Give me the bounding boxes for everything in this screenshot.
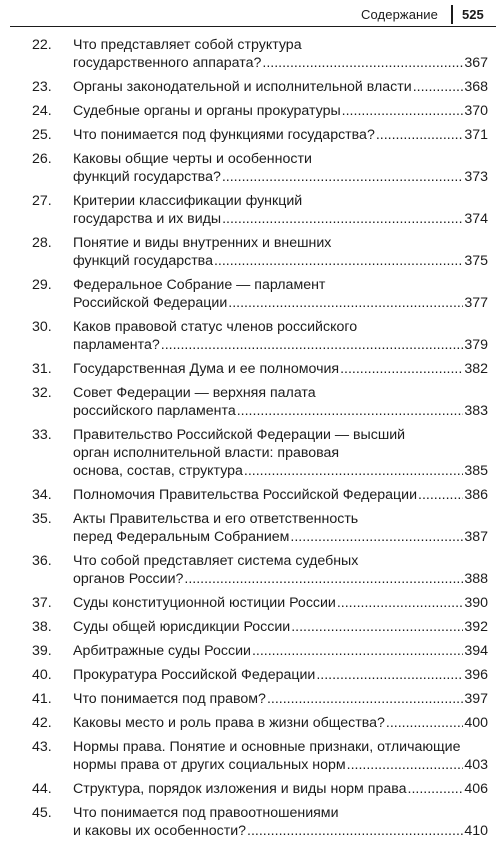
toc-entry-number: 42. (32, 715, 52, 731)
toc-page-number: 392 (464, 619, 488, 635)
toc-entry-number: 37. (32, 595, 52, 611)
toc-entry-title: Что понимается под правом? (73, 691, 266, 707)
toc-page-number: 397 (464, 691, 488, 707)
toc-leader-dots (290, 528, 463, 546)
toc-entry-line (73, 252, 488, 270)
toc-entry-title: Нормы права. Понятие и основные признаки, отличающие (73, 739, 461, 755)
toc-entry-title: российского парламента (73, 403, 236, 419)
toc-entry (0, 102, 496, 120)
toc-entry (0, 714, 496, 732)
toc-entry-title: Правительство Российской Федерации — высший (73, 427, 406, 443)
toc-entry-title: Что понимается под функциями государства? (73, 127, 375, 143)
toc-entry-body (73, 384, 488, 420)
toc-entry-line (73, 276, 488, 294)
section-title: Содержание (361, 7, 438, 22)
toc-leader-dots (247, 822, 463, 840)
toc-entry-number: 35. (32, 511, 52, 527)
toc-entry (0, 780, 496, 798)
toc-entry-line (73, 150, 488, 168)
toc-entry-line (73, 756, 488, 774)
toc-leader-dots (291, 618, 463, 636)
toc-entry-number: 22. (32, 37, 52, 53)
toc-entry (0, 642, 496, 660)
toc-leader-dots (418, 486, 463, 504)
toc-entry-line (73, 54, 488, 72)
toc-entry-body (73, 426, 488, 480)
toc-leader-dots (408, 780, 464, 798)
toc-entry-title: нормы права от других социальных норм (73, 757, 346, 773)
toc-entry-number: 24. (32, 103, 52, 119)
toc-entry-title: Федеральное Собрание — парламент (73, 277, 326, 293)
toc-leader-dots (316, 666, 463, 684)
toc-entry-title: Понятие и виды внутренних и внешних (73, 235, 332, 251)
toc-leader-dots (413, 78, 464, 96)
toc-entry-body (73, 150, 488, 186)
toc-entry-line (73, 570, 488, 588)
toc-page-number: 396 (464, 667, 488, 683)
toc-entry-line (73, 804, 488, 822)
toc-entry-title: Прокуратура Российской Федерации (73, 667, 316, 683)
toc-entry (0, 384, 496, 420)
toc-entry-title: органов России? (73, 571, 184, 587)
toc-entry-title: функций государства (73, 253, 213, 269)
toc-entry-title: Акты Правительства и его ответственность (73, 511, 359, 527)
toc-entry-title: перед Федеральным Собранием (73, 529, 290, 545)
toc-leader-dots (340, 360, 463, 378)
toc-entry-title: Судебные органы и органы прокуратуры (73, 103, 341, 119)
toc-entry-line (73, 192, 488, 210)
toc-entry-line (73, 486, 488, 504)
toc-entry-number: 32. (32, 385, 52, 401)
toc-entry-line (73, 234, 488, 252)
toc-entry-title: Органы законодательной и исполнительной власти (73, 79, 412, 95)
toc-leader-dots (347, 756, 464, 774)
toc-entry-title: Что собой представляет система судебных (73, 553, 359, 569)
toc-entry-title: Суды общей юрисдикции России (73, 619, 291, 635)
toc-entry-body (73, 276, 488, 312)
toc-page-number: 379 (464, 337, 488, 353)
toc-entry-number: 26. (32, 151, 52, 167)
toc-entry-title: государства и их виды (73, 211, 222, 227)
toc-entry (0, 426, 496, 480)
toc-leader-dots (262, 54, 463, 72)
toc-leader-dots (342, 102, 464, 120)
toc-page-number: 382 (464, 361, 488, 377)
toc-entry-number: 31. (32, 361, 52, 377)
toc-entry-body (73, 738, 488, 774)
toc-entry-line (73, 102, 488, 120)
toc-entry-line (73, 822, 488, 840)
toc-entry-line (73, 294, 488, 312)
toc-leader-dots (222, 168, 463, 186)
toc-page-number: 385 (464, 463, 488, 479)
toc-entry-number: 38. (32, 619, 52, 635)
toc-page-number: 406 (464, 781, 488, 797)
toc-page-number: 387 (464, 529, 488, 545)
toc-entry-body (73, 642, 488, 660)
toc-entry-title: Суды конституционной юстиции России (73, 595, 336, 611)
toc-entry-line (73, 126, 488, 144)
toc-entry-body (73, 804, 488, 840)
header-rule (10, 26, 496, 27)
toc-leader-dots (244, 462, 463, 480)
toc-page-number: 377 (464, 295, 488, 311)
page-number: 525 (462, 7, 484, 22)
toc-entry-title: орган исполнительной власти: правовая (73, 445, 340, 461)
toc-entry-body (73, 510, 488, 546)
toc-entry-body (73, 594, 488, 612)
toc-entry-title: Полномочия Правительства Российской Федерации (73, 487, 417, 503)
toc-entry-title: Критерии классификации функций (73, 193, 303, 209)
toc-entry (0, 150, 496, 186)
toc-entry-line (73, 402, 488, 420)
toc-entry-title: Что представляет собой структура (73, 37, 302, 53)
toc-page-number: 370 (464, 103, 488, 119)
toc-leader-dots (214, 252, 463, 270)
toc-entry (0, 360, 496, 378)
header-separator (451, 5, 453, 24)
toc-entry-line (73, 642, 488, 660)
toc-entry-title: Каков правовой статус членов российского (73, 319, 358, 335)
toc-entry-line (73, 738, 488, 756)
toc-entry-body (73, 78, 488, 96)
toc-entry-body (73, 192, 488, 228)
toc-entry-number: 25. (32, 127, 52, 143)
toc-entry-number: 41. (32, 691, 52, 707)
toc-entry (0, 510, 496, 546)
toc-page-number: 403 (464, 757, 488, 773)
toc-entry (0, 594, 496, 612)
toc-entry-number: 29. (32, 277, 52, 293)
toc-entry-body (73, 234, 488, 270)
toc-leader-dots (228, 294, 463, 312)
toc-entry (0, 804, 496, 840)
toc-page-number: 388 (464, 571, 488, 587)
toc-entry-title: основа, состав, структура (73, 463, 243, 479)
toc-entry-line (73, 618, 488, 636)
running-header (0, 0, 496, 30)
toc-entry-line (73, 168, 488, 186)
toc-entry-line (73, 528, 488, 546)
toc-entry-line (73, 318, 488, 336)
toc-entry-body (73, 318, 488, 354)
toc-entry-line (73, 690, 488, 708)
toc-page-number: 410 (464, 823, 488, 839)
toc-entry (0, 78, 496, 96)
toc-page-number: 390 (464, 595, 488, 611)
toc-entry-title: Совет Федерации — верхняя палата (73, 385, 316, 401)
toc-entry-title: Арбитражные суды России (73, 643, 251, 659)
toc-entry-line (73, 444, 488, 462)
toc-page-number: 383 (464, 403, 488, 419)
toc-leader-dots (376, 126, 463, 144)
toc-entry-number: 45. (32, 805, 52, 821)
toc-entry-title: Российской Федерации (73, 295, 228, 311)
toc-entry-line (73, 594, 488, 612)
toc-page-number: 367 (464, 55, 488, 71)
toc-page-number: 373 (464, 169, 488, 185)
toc-entry-line (73, 360, 488, 378)
toc-entry-body (73, 618, 488, 636)
toc-entry-body (73, 690, 488, 708)
toc-leader-dots (184, 570, 463, 588)
toc-entry-line (73, 510, 488, 528)
toc-entry (0, 192, 496, 228)
toc-leader-dots (161, 336, 464, 354)
toc-leader-dots (337, 594, 463, 612)
toc-entry-number: 33. (32, 427, 52, 443)
toc-entry-title: Государственная Дума и ее полномочия (73, 361, 340, 377)
toc-page-number: 394 (464, 643, 488, 659)
toc-entry (0, 552, 496, 588)
toc-entry-body (73, 360, 488, 378)
toc-entry-title: и каковы их особенности? (73, 823, 247, 839)
toc-entry-line (73, 780, 488, 798)
toc-entry-title: Структура, порядок изложения и виды норм права (73, 781, 407, 797)
toc-entry (0, 234, 496, 270)
toc-entry-line (73, 462, 488, 480)
toc-entry-line (73, 36, 488, 54)
toc-entry-body (73, 486, 488, 504)
toc-entry-line (73, 552, 488, 570)
toc-entry (0, 618, 496, 636)
toc-leader-dots (252, 642, 463, 660)
toc-entry-body (73, 666, 488, 684)
toc-entry (0, 690, 496, 708)
toc-entry-line (73, 426, 488, 444)
toc-entry-number: 28. (32, 235, 52, 251)
toc-entry (0, 738, 496, 774)
toc-entry-body (73, 714, 488, 732)
toc-page-number: 375 (464, 253, 488, 269)
toc-entry (0, 36, 496, 72)
toc-entry-body (73, 36, 488, 72)
toc-entry (0, 666, 496, 684)
toc-entry-body (73, 102, 488, 120)
toc-entry-body (73, 552, 488, 588)
toc-entry-title: парламента? (73, 337, 160, 353)
toc-entry-number: 43. (32, 739, 52, 755)
toc-entry-line (73, 384, 488, 402)
toc-entry-number: 40. (32, 667, 52, 683)
toc-entry-body (73, 780, 488, 798)
toc-entry-title: функций государства? (73, 169, 221, 185)
toc-entry-title: Каковы общие черты и особенности (73, 151, 312, 167)
toc-entry-number: 39. (32, 643, 52, 659)
toc-entry-number: 34. (32, 487, 52, 503)
toc-entry-line (73, 336, 488, 354)
toc-entry (0, 318, 496, 354)
toc-entry-number: 44. (32, 781, 52, 797)
toc-entry-number: 30. (32, 319, 52, 335)
toc-entry-title: государственного аппарата? (73, 55, 262, 71)
toc-page-number: 368 (464, 79, 488, 95)
toc-entry-line (73, 714, 488, 732)
toc-entry (0, 126, 496, 144)
toc-page-number: 371 (464, 127, 488, 143)
toc-entry-title: Каковы место и роль права в жизни общества? (73, 715, 385, 731)
toc-entry-body (73, 126, 488, 144)
toc-entry-number: 27. (32, 193, 52, 209)
toc-leader-dots (386, 714, 463, 732)
toc-leader-dots (267, 690, 463, 708)
toc-entry-number: 36. (32, 553, 52, 569)
toc-entry-number: 23. (32, 79, 52, 95)
toc-page-number: 374 (464, 211, 488, 227)
toc-entry-line (73, 78, 488, 96)
toc-entry-line (73, 666, 488, 684)
toc-entry-title: Что понимается под правоотношениями (73, 805, 339, 821)
toc-page-number: 386 (464, 487, 488, 503)
toc-page-number: 400 (464, 715, 488, 731)
toc-entry-line (73, 210, 488, 228)
table-of-contents (0, 36, 496, 846)
toc-leader-dots (222, 210, 463, 228)
toc-entry (0, 486, 496, 504)
toc-entry (0, 276, 496, 312)
toc-leader-dots (237, 402, 464, 420)
